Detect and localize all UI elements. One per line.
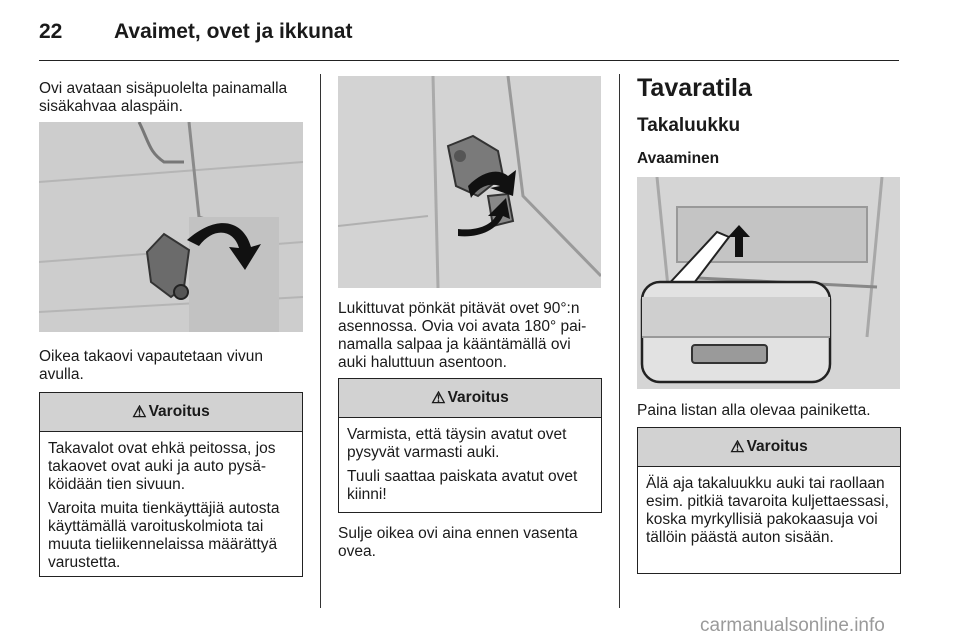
page-number: 22 [39, 20, 63, 43]
watermark: carmanualsonline.info [700, 615, 885, 636]
body-text-close-order: Sulje oikea ovi aina ennen vasenta ovea. [338, 525, 578, 560]
warning-paragraph: Varmista, että täysin avatut ovet pysyvät varmasti auki. [347, 426, 567, 461]
warning-box [637, 427, 901, 574]
intro-text: Ovi avataan sisäpuolelta painamalla sisäkahvaa alaspäin. [39, 80, 288, 115]
warning-title: Varoitus [746, 438, 808, 455]
warning-title: Varoitus [447, 389, 509, 406]
warning-paragraph: Tuuli saattaa paiskata avatut ovet kiinni! [347, 468, 578, 503]
warning-paragraph: Varoita muita tienkäyttäjiä autosta käyttämällä varoituskolmiota tai muuta tieliikennelaissa määrättyä varustetta. [48, 500, 280, 571]
caption-rear-door: Oikea takaovi vapautetaan vivun avulla. [39, 348, 264, 383]
warning-triangle-icon: ⚠ [132, 404, 147, 421]
warning-title: Varoitus [148, 403, 210, 420]
warning-header [40, 393, 302, 432]
minor-heading: Avaaminen [637, 150, 720, 167]
body-text-door-stays: Lukittuvat pönkät pitävät ovet 90°:n asennossa. Ovia voi avata 180° painamalla salpaa ja kääntämällä ovi auki haluttuun asentoon. [338, 300, 587, 371]
warning-paragraph: Älä aja takaluukku auki tai raollaan esim. pitkiä tavaroita kuljettaessasi, koska myrkyllisiä pakokaasuja voi tällöin päästä auton sisään. [646, 475, 889, 546]
warning-triangle-icon: ⚠ [431, 390, 446, 407]
warning-box [39, 392, 303, 577]
page-title: Avaimet, ovet ja ikkunat [114, 20, 353, 43]
page-header [0, 0, 960, 58]
warning-header [638, 428, 900, 467]
header-rule [39, 60, 899, 61]
door-handle-illustration [39, 122, 303, 332]
warning-paragraph: Takavalot ovat ehkä peitossa, jos takaovet ovat auki ja auto pysäköidään tien sivuun. [48, 440, 276, 493]
caption-tailgate: Paina listan alla olevaa painiketta. [637, 402, 871, 419]
column-divider [320, 74, 321, 608]
door-check-strap-illustration [338, 76, 601, 288]
column-divider [619, 74, 620, 608]
warning-header [339, 379, 601, 418]
subsection-heading: Takaluukku [637, 115, 741, 136]
section-heading: Tavaratila [637, 74, 752, 102]
warning-box [338, 378, 602, 513]
warning-triangle-icon: ⚠ [730, 439, 745, 456]
tailgate-illustration [637, 177, 900, 389]
